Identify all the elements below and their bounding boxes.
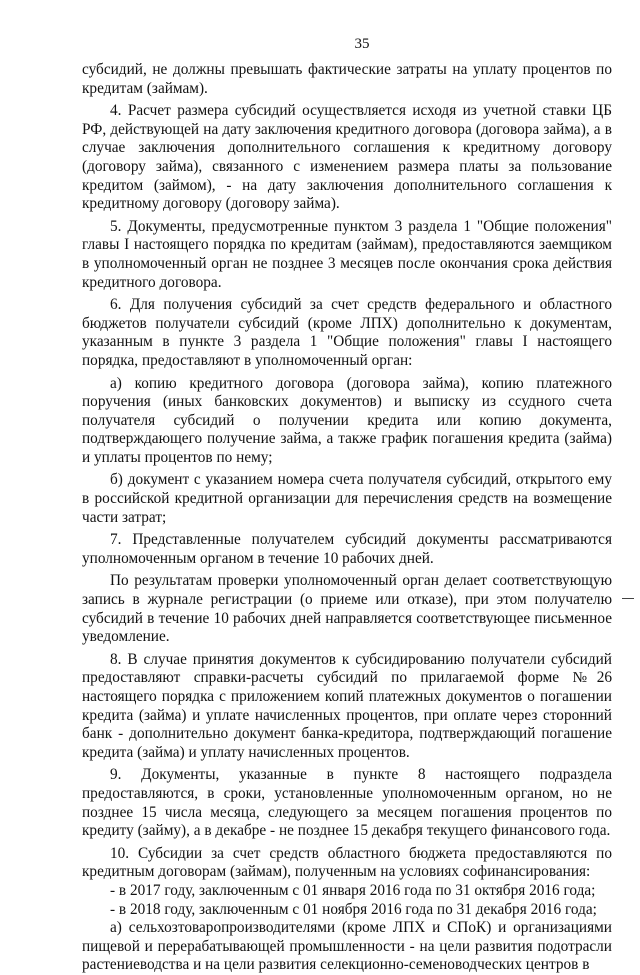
paragraph-item-6: 6. Для получения субсидий за счет средств федерального и областного бюджетов получатели субсидий (кроме ЛПХ) дополнительно к документам, указанным в пункте 3 раздела 1 "Общие положения" главы I настоящего порядка, предоставляют в уполномоченный орган: bbox=[82, 296, 612, 369]
paragraph-continuation: субсидий, не должны превышать фактические затраты на уплату процентов по кредитам (займам). bbox=[82, 61, 612, 97]
margin-dash-mark bbox=[622, 598, 634, 599]
paragraph-item-5: 5. Документы, предусмотренные пунктом 3 раздела 1 "Общие положения" главы I настоящего порядка по кредитам (займам), предоставляются заемщиком в уполномоченный орган не позднее 3 месяцев после окончания срока действия кредитного договора. bbox=[82, 217, 612, 291]
paragraph-item-9: 9. Документы, указанные в пункте 8 настоящего подраздела предоставляются, в сроки, установленные уполномоченным органом, но не позднее 15 числа месяца, следующего за месяцем погашения процентов по кредиту (займу), а в декабре - не позднее 15 декабря текущего финансового года. bbox=[82, 766, 612, 840]
paragraph-review-results: По результатам проверки уполномоченный орган делает соответствующую запись в журнале регистрации (о приеме или отказе), при этом получателю субсидий в течение 10 рабочих дней направляется соответствующее письменное уведомление. bbox=[82, 572, 612, 646]
paragraph-item-10: 10. Субсидии за счет средств областного бюджета предоставляются по кредитным договорам (займам), полученным на условиях софинансирования: bbox=[82, 844, 612, 881]
paragraph-item-7: 7. Представленные получателем субсидий документы рассматриваются уполномоченным органом в течение 10 рабочих дней. bbox=[82, 531, 612, 567]
page-number: 35 bbox=[354, 36, 370, 52]
paragraph-item-10a: а) сельхозтоваропроизводителями (кроме ЛПХ и СПоК) и организациями пищевой и перерабатывающей промышленности - на цели развития подотрасли растениеводства и на цели развития селекционно-семеноводческих центров в bbox=[82, 919, 612, 974]
paragraph-item-6a: а) копию кредитного договора (договора займа), копию платежного поручения (иных банковских документов) и выписку из ссудного счета получателя субсидий о получении кредита или копию документа, подтверждающего получение займа, а также график погашения кредита (займа) и уплаты процентов по нему; bbox=[82, 374, 612, 466]
paragraph-list-2017: - в 2017 году, заключенным с 01 января 2016 года по 31 октября 2016 года; bbox=[110, 881, 596, 899]
paragraph-item-8: 8. В случае принятия документов к субсидированию получатели субсидий предоставляют справки-расчеты субсидий по прилагаемой форме №26 настоящего порядка с приложением копий платежных документов о погашении кредита (займа) и уплате начисленных процентов, при оплате через сторонний банк - дополнительно документ банка-кредитора, подтверждающий погашение кредита (займа) и уплату начисленных процентов. bbox=[82, 650, 612, 761]
paragraph-list-2018: - в 2018 году, заключенным с 01 ноября 2016 года по 31 декабря 2016 года; bbox=[110, 900, 597, 918]
paragraph-item-4: 4. Расчет размера субсидий осуществляется исходя из учетной ставки ЦБ РФ, действующей на дату заключения кредитного договора (договора займа), а в случае заключения дополнительного соглашения к кредитному договору (договору займа), связанного с изменением размера платы за пользование кредитом (займом), - на дату заключения дополнительного соглашения к кредитному договору (договору займа). bbox=[82, 102, 612, 213]
paragraph-item-6b: б) документ с указанием номера счета получателя субсидий, открытого ему в российской кредитной организации для перечисления средств на возмещение части затрат; bbox=[82, 471, 612, 526]
